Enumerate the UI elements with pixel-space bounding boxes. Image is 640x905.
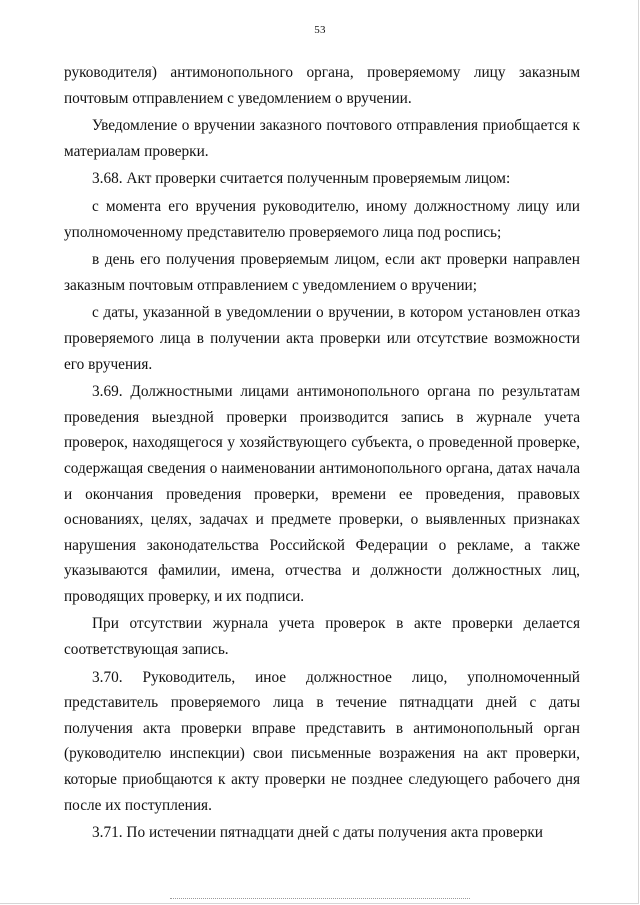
paragraph-3-68-item-3: с даты, указанной в уведомлении о вручении, в котором установлен отказ проверяемого лица в получении акта проверки или отсутствие возможности его вручения. bbox=[64, 304, 580, 373]
paragraph-notice-attachment: Уведомление о вручении заказного почтового отправления приобщается к материалам проверки. bbox=[64, 117, 580, 160]
paragraph-3-68-item-1: с момента его вручения руководителю, иному должностному лицу или уполномоченному представителю проверяемого лица под роспись; bbox=[64, 197, 580, 241]
paragraph-3-68: 3.68. Акт проверки считается полученным проверяемым лицом: bbox=[92, 170, 511, 188]
scan-edge-mark bbox=[170, 898, 470, 902]
paragraph-3-69: 3.69. Должностными лицами антимонопольного органа по результатам проведения выездной проверки производится запись в журнале учета проверок, находящегося у хозяйствующего субъекта, о проведенной проверке, содержащая сведения о наименовании антимонопольного органа, датах начала и окончания проведения проверки, времени ее проведения, правовых основаниях, целях, задачах и предмете проверки, о выявленных признаках нарушения законодательства Российской Федерации о рекламе, а также указываются фамилии, имена, отчества и должности должностных лиц, проводящих проверку, и их подписи. bbox=[64, 383, 580, 605]
document-body bbox=[64, 60, 580, 846]
page-number: 53 bbox=[314, 24, 326, 36]
paragraph-continuation: руководителя) антимонопольного органа, проверяемому лицу заказным почтовым отправлением с уведомлением о вручении. bbox=[64, 64, 580, 107]
paragraph-3-68-item-2: в день его получения проверяемым лицом, если акт проверки направлен заказным почтовым отправлением с уведомлением о вручении; bbox=[64, 251, 580, 294]
paragraph-3-70: 3.70. Руководитель, иное должностное лицо, уполномоченный представитель проверяемого лица в течение пятнадцати дней с даты получения акта проверки вправе представить в антимонопольный орган (руководителю инспекции) свои письменные возражения на акт проверки, которые приобщаются к акту проверки не позднее следующего рабочего дня после их поступления. bbox=[64, 668, 580, 814]
paragraph-3-71: 3.71. По истечении пятнадцати дней с даты получения акта проверки bbox=[92, 824, 543, 842]
paragraph-no-journal: При отсутствии журнала учета проверок в акте проверки делается соответствующая запись. bbox=[64, 615, 580, 659]
